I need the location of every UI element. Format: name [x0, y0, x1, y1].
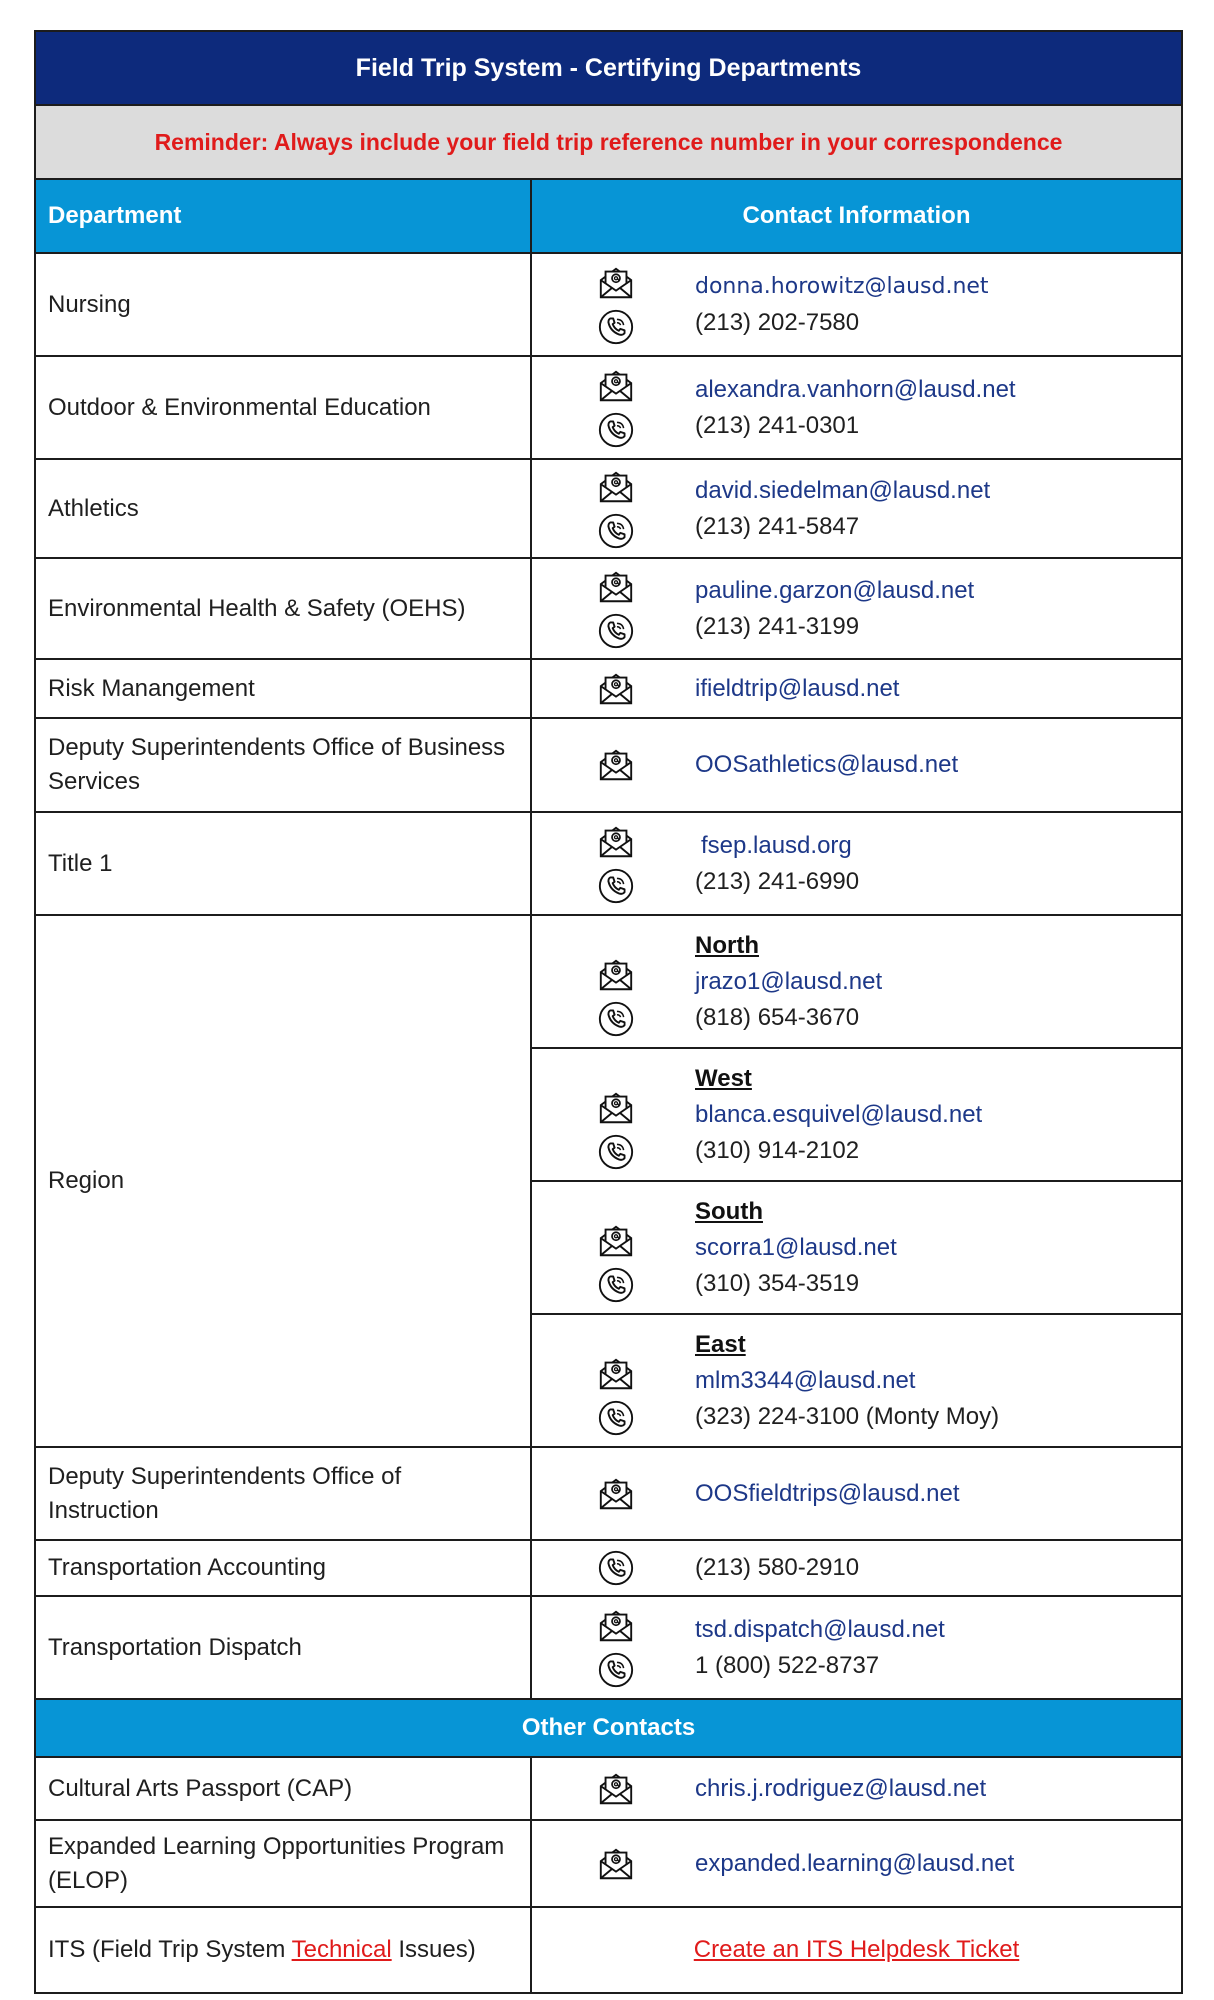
- region-contact-cell: [531, 915, 1182, 1048]
- email-envelope-icon: [597, 1355, 635, 1393]
- department-name: Cultural Arts Passport (CAP): [35, 1757, 531, 1820]
- region-contact-cell: [531, 1181, 1182, 1314]
- email-envelope-icon: [597, 1607, 635, 1645]
- phone-number: (310) 914-2102: [695, 1136, 860, 1164]
- email-envelope-icon: [597, 1770, 635, 1808]
- page-title: Field Trip System - Certifying Departments: [35, 31, 1182, 105]
- email-link[interactable]: OOSathletics@lausd.net: [695, 751, 959, 778]
- region-name: West: [695, 1064, 752, 1092]
- region-name: North: [695, 931, 759, 959]
- email-envelope-icon: [597, 468, 635, 506]
- region-contact-cell: [531, 1314, 1182, 1447]
- table-row: [35, 718, 1182, 812]
- reminder-banner: Reminder: Always include your field trip reference number in your correspondence: [35, 105, 1182, 179]
- email-link[interactable]: pauline.garzon@lausd.net: [695, 576, 975, 604]
- table-row: [35, 558, 1182, 659]
- certifying-departments-document: [34, 30, 1181, 1994]
- contact-cell: [531, 812, 1182, 915]
- department-name: Nursing: [35, 253, 531, 356]
- department-name: Deputy Superintendents Office of Business Services: [35, 718, 531, 812]
- department-name: Region: [35, 915, 531, 1447]
- email-link[interactable]: alexandra.vanhorn@lausd.net: [695, 375, 1016, 403]
- table-row: [35, 1540, 1182, 1596]
- department-name: Athletics: [35, 459, 531, 558]
- email-envelope-icon: [597, 367, 635, 405]
- phone-number: (213) 241-3199: [695, 612, 860, 640]
- department-name: Deputy Superintendents Office of Instruction: [35, 1447, 531, 1540]
- table-row: [35, 915, 1182, 1048]
- phone-number: (213) 241-0301: [695, 411, 860, 439]
- contact-cell: [531, 659, 1182, 718]
- contact-cell: [531, 1596, 1182, 1699]
- email-link[interactable]: mlm3344@lausd.net: [695, 1366, 916, 1394]
- email-link[interactable]: donna.horowitz@lausd.net: [695, 273, 989, 299]
- email-link[interactable]: david.siedelman@lausd.net: [695, 476, 991, 504]
- website-link[interactable]: fsep.lausd.org: [701, 831, 852, 859]
- departments-table: [34, 30, 1183, 1994]
- its-prefix: ITS (Field Trip System: [48, 1936, 292, 1963]
- table-row: [35, 659, 1182, 718]
- email-link[interactable]: jrazo1@lausd.net: [695, 967, 883, 995]
- column-header-row: [35, 179, 1182, 253]
- ticket-cell: [531, 1907, 1182, 1993]
- other-contacts-header-row: [35, 1699, 1182, 1757]
- create-helpdesk-ticket-link[interactable]: Create an ITS Helpdesk Ticket: [693, 1936, 1020, 1963]
- phone-number: (213) 241-5847: [695, 512, 860, 540]
- department-name: [35, 1907, 531, 1993]
- email-envelope-icon: [597, 568, 635, 606]
- email-link[interactable]: ifieldtrip@lausd.net: [695, 674, 900, 702]
- table-row: [35, 1596, 1182, 1699]
- table-row: [35, 1820, 1182, 1907]
- email-envelope-icon: [597, 1222, 635, 1260]
- department-name: Transportation Dispatch: [35, 1596, 531, 1699]
- technical-link[interactable]: Technical: [291, 1936, 392, 1963]
- email-envelope-icon: [597, 1089, 635, 1127]
- contact-cell: [531, 459, 1182, 558]
- phone-number: (213) 202-7580: [695, 308, 860, 336]
- phone-icon: [597, 308, 635, 346]
- phone-number: (213) 241-6990: [695, 867, 860, 895]
- phone-number: (310) 354-3519: [695, 1269, 860, 1297]
- table-row: [35, 459, 1182, 558]
- department-name: Environmental Health & Safety (OEHS): [35, 558, 531, 659]
- table-row: [35, 1907, 1182, 1993]
- phone-icon: [597, 1000, 635, 1038]
- phone-icon: [597, 1651, 635, 1689]
- table-row: [35, 812, 1182, 915]
- phone-icon: [597, 612, 635, 650]
- title-row: [35, 31, 1182, 105]
- reminder-row: [35, 105, 1182, 179]
- table-row: [35, 1447, 1182, 1540]
- contact-cell: [531, 1540, 1182, 1596]
- phone-icon: [597, 411, 635, 449]
- region-name: East: [695, 1330, 746, 1358]
- phone-icon: [597, 1133, 635, 1171]
- phone-number: (323) 224-3100 (Monty Moy): [695, 1402, 1000, 1430]
- email-link[interactable]: blanca.esquivel@lausd.net: [695, 1100, 983, 1128]
- table-row: [35, 1757, 1182, 1820]
- email-link[interactable]: chris.j.rodriguez@lausd.net: [695, 1774, 987, 1802]
- its-suffix: Issues): [391, 1936, 476, 1963]
- contact-column-header: Contact Information: [531, 179, 1182, 253]
- table-row: [35, 356, 1182, 459]
- region-name: South: [695, 1197, 763, 1225]
- phone-icon: [597, 1266, 635, 1304]
- department-name: Transportation Accounting: [35, 1540, 531, 1596]
- department-name: Expanded Learning Opportunities Program (ELOP): [35, 1820, 531, 1907]
- department-column-header: Department: [35, 179, 531, 253]
- contact-cell: [531, 1820, 1182, 1907]
- email-envelope-icon: [597, 956, 635, 994]
- department-name: Title 1: [35, 812, 531, 915]
- email-link[interactable]: scorra1@lausd.net: [695, 1233, 897, 1261]
- phone-number: 1 (800) 522-8737: [695, 1651, 880, 1679]
- department-name: Risk Manangement: [35, 659, 531, 718]
- other-contacts-header: Other Contacts: [35, 1699, 1182, 1757]
- contact-cell: [531, 253, 1182, 356]
- phone-icon: [597, 512, 635, 550]
- phone-number: (818) 654-3670: [695, 1003, 860, 1031]
- department-name: Outdoor & Environmental Education: [35, 356, 531, 459]
- phone-icon: [597, 867, 635, 905]
- contact-cell: [531, 1447, 1182, 1540]
- email-envelope-icon: [597, 1475, 635, 1513]
- email-link[interactable]: tsd.dispatch@lausd.net: [695, 1615, 945, 1643]
- table-row: [35, 253, 1182, 356]
- phone-icon: [597, 1399, 635, 1437]
- contact-cell: [531, 558, 1182, 659]
- phone-icon: [597, 1549, 635, 1587]
- email-envelope-icon: [597, 746, 635, 784]
- region-contact-cell: [531, 1048, 1182, 1181]
- contact-cell: [531, 356, 1182, 459]
- email-link[interactable]: OOSfieldtrips@lausd.net: [695, 1479, 960, 1507]
- email-envelope-icon: [597, 264, 635, 302]
- phone-number: (213) 580-2910: [695, 1554, 860, 1581]
- email-link[interactable]: expanded.learning@lausd.net: [695, 1849, 1015, 1877]
- email-envelope-icon: [597, 823, 635, 861]
- contact-cell: [531, 718, 1182, 812]
- email-envelope-icon: [597, 1845, 635, 1883]
- email-envelope-icon: [597, 670, 635, 708]
- contact-cell: [531, 1757, 1182, 1820]
